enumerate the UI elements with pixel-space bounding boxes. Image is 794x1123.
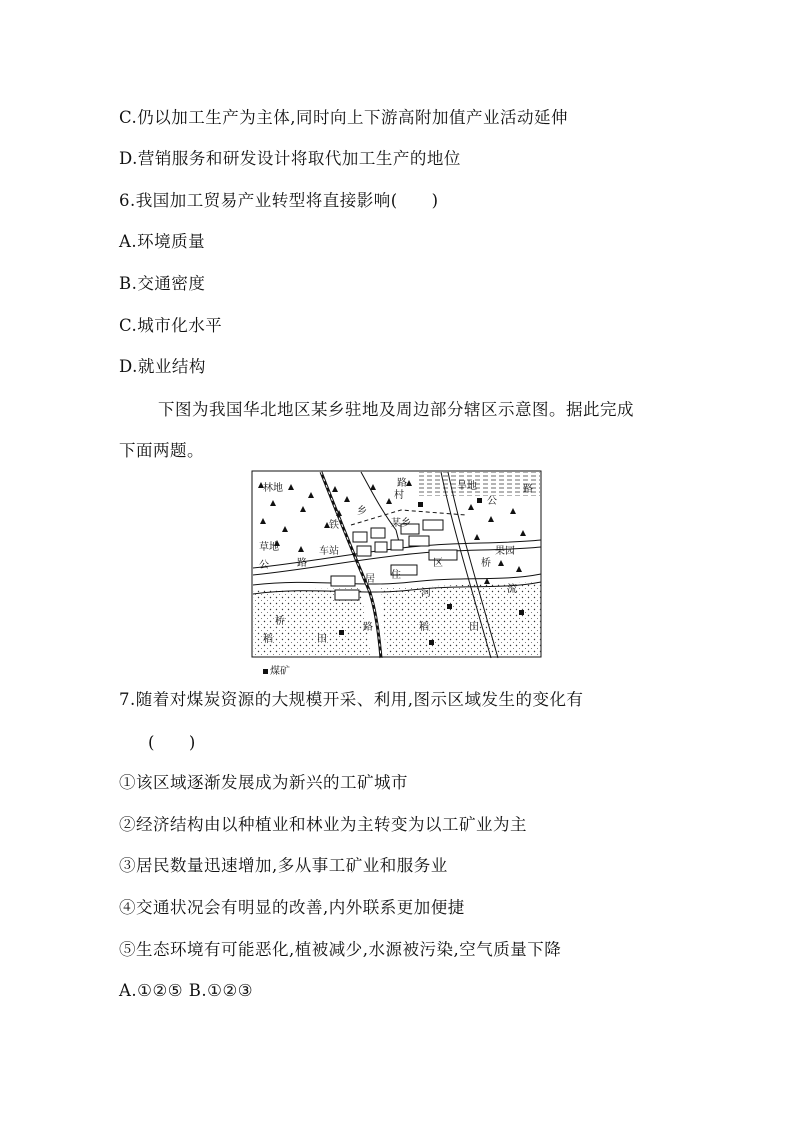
map-legend xyxy=(263,662,290,677)
label-village: 村 xyxy=(394,490,404,501)
label-zhu: 住 xyxy=(391,570,401,581)
q7-options-ab: A.①②⑤ B.①②③ xyxy=(119,981,254,1000)
q6-option-c: C.城市化水平 xyxy=(119,316,223,335)
township-map xyxy=(251,470,543,660)
legend-label: 煤矿 xyxy=(270,666,290,677)
question-7-paren: ( ) xyxy=(148,733,196,752)
q6-option-b: B.交通密度 xyxy=(119,274,206,293)
label-qu: 区 xyxy=(433,558,443,569)
paddy-field-right xyxy=(381,582,541,656)
question-6-stem: 6.我国加工贸易产业转型将直接影响( ) xyxy=(119,191,439,210)
label-gong-left: 公 xyxy=(259,560,269,571)
label-dry-field: 旱地 xyxy=(457,481,477,492)
label-orchard: 果园 xyxy=(495,546,515,557)
label-forest: 林地 xyxy=(263,483,283,494)
label-road-top-2: 路 xyxy=(523,484,533,495)
q6-option-a: A.环境质量 xyxy=(119,232,206,251)
label-dao-left: 稻 xyxy=(263,634,273,645)
option-c-line: C.仍以加工生产为主体,同时向上下游高附加值产业活动延伸 xyxy=(119,108,569,127)
intro-paragraph-line1: 下图为我国华北地区某乡驻地及周边部分辖区示意图。据此完成 xyxy=(158,400,634,419)
label-liu: 流 xyxy=(507,584,517,595)
label-tian-left: 田 xyxy=(317,634,327,645)
question-7-stem: 7.随着对煤炭资源的大规模开采、利用,图示区域发生的变化有 xyxy=(119,690,584,709)
dry-land-area xyxy=(416,472,540,496)
label-gong-top: 公 xyxy=(487,496,497,507)
label-bridge-right: 桥 xyxy=(481,558,491,569)
coal-mine-legend-icon xyxy=(263,669,268,674)
label-ju: 居 xyxy=(365,574,375,585)
q6-option-d: D.就业结构 xyxy=(119,357,206,376)
statement-4: ④交通状况会有明显的改善,内外联系更加便捷 xyxy=(119,898,465,917)
label-station: 车站 xyxy=(319,546,339,557)
label-road-top-1: 路 xyxy=(397,478,407,489)
map-figure xyxy=(251,470,543,660)
label-bridge-left: 桥 xyxy=(275,616,285,627)
label-tian-right: 田 xyxy=(469,622,479,633)
label-tie: 铁 xyxy=(329,520,339,531)
label-he: 河 xyxy=(421,588,431,599)
label-xiang: 乡 xyxy=(357,506,367,517)
label-mou-xiang: 某乡 xyxy=(391,518,411,529)
label-dao-right: 稻 xyxy=(419,622,429,633)
intro-paragraph-line2: 下面两题。 xyxy=(119,441,204,460)
statement-5: ⑤生态环境有可能恶化,植被减少,水源被污染,空气质量下降 xyxy=(119,940,562,959)
option-d-line: D.营销服务和研发设计将取代加工生产的地位 xyxy=(119,149,461,168)
statement-1: ①该区域逐渐发展成为新兴的工矿城市 xyxy=(119,773,408,792)
statement-3: ③居民数量迅速增加,多从事工矿业和服务业 xyxy=(119,856,448,875)
label-grass: 草地 xyxy=(259,542,279,553)
label-road-bottom: 路 xyxy=(363,622,373,633)
label-road-left: 路 xyxy=(297,558,307,569)
statement-2: ②经济结构由以种植业和林业为主转变为以工矿业为主 xyxy=(119,815,527,834)
